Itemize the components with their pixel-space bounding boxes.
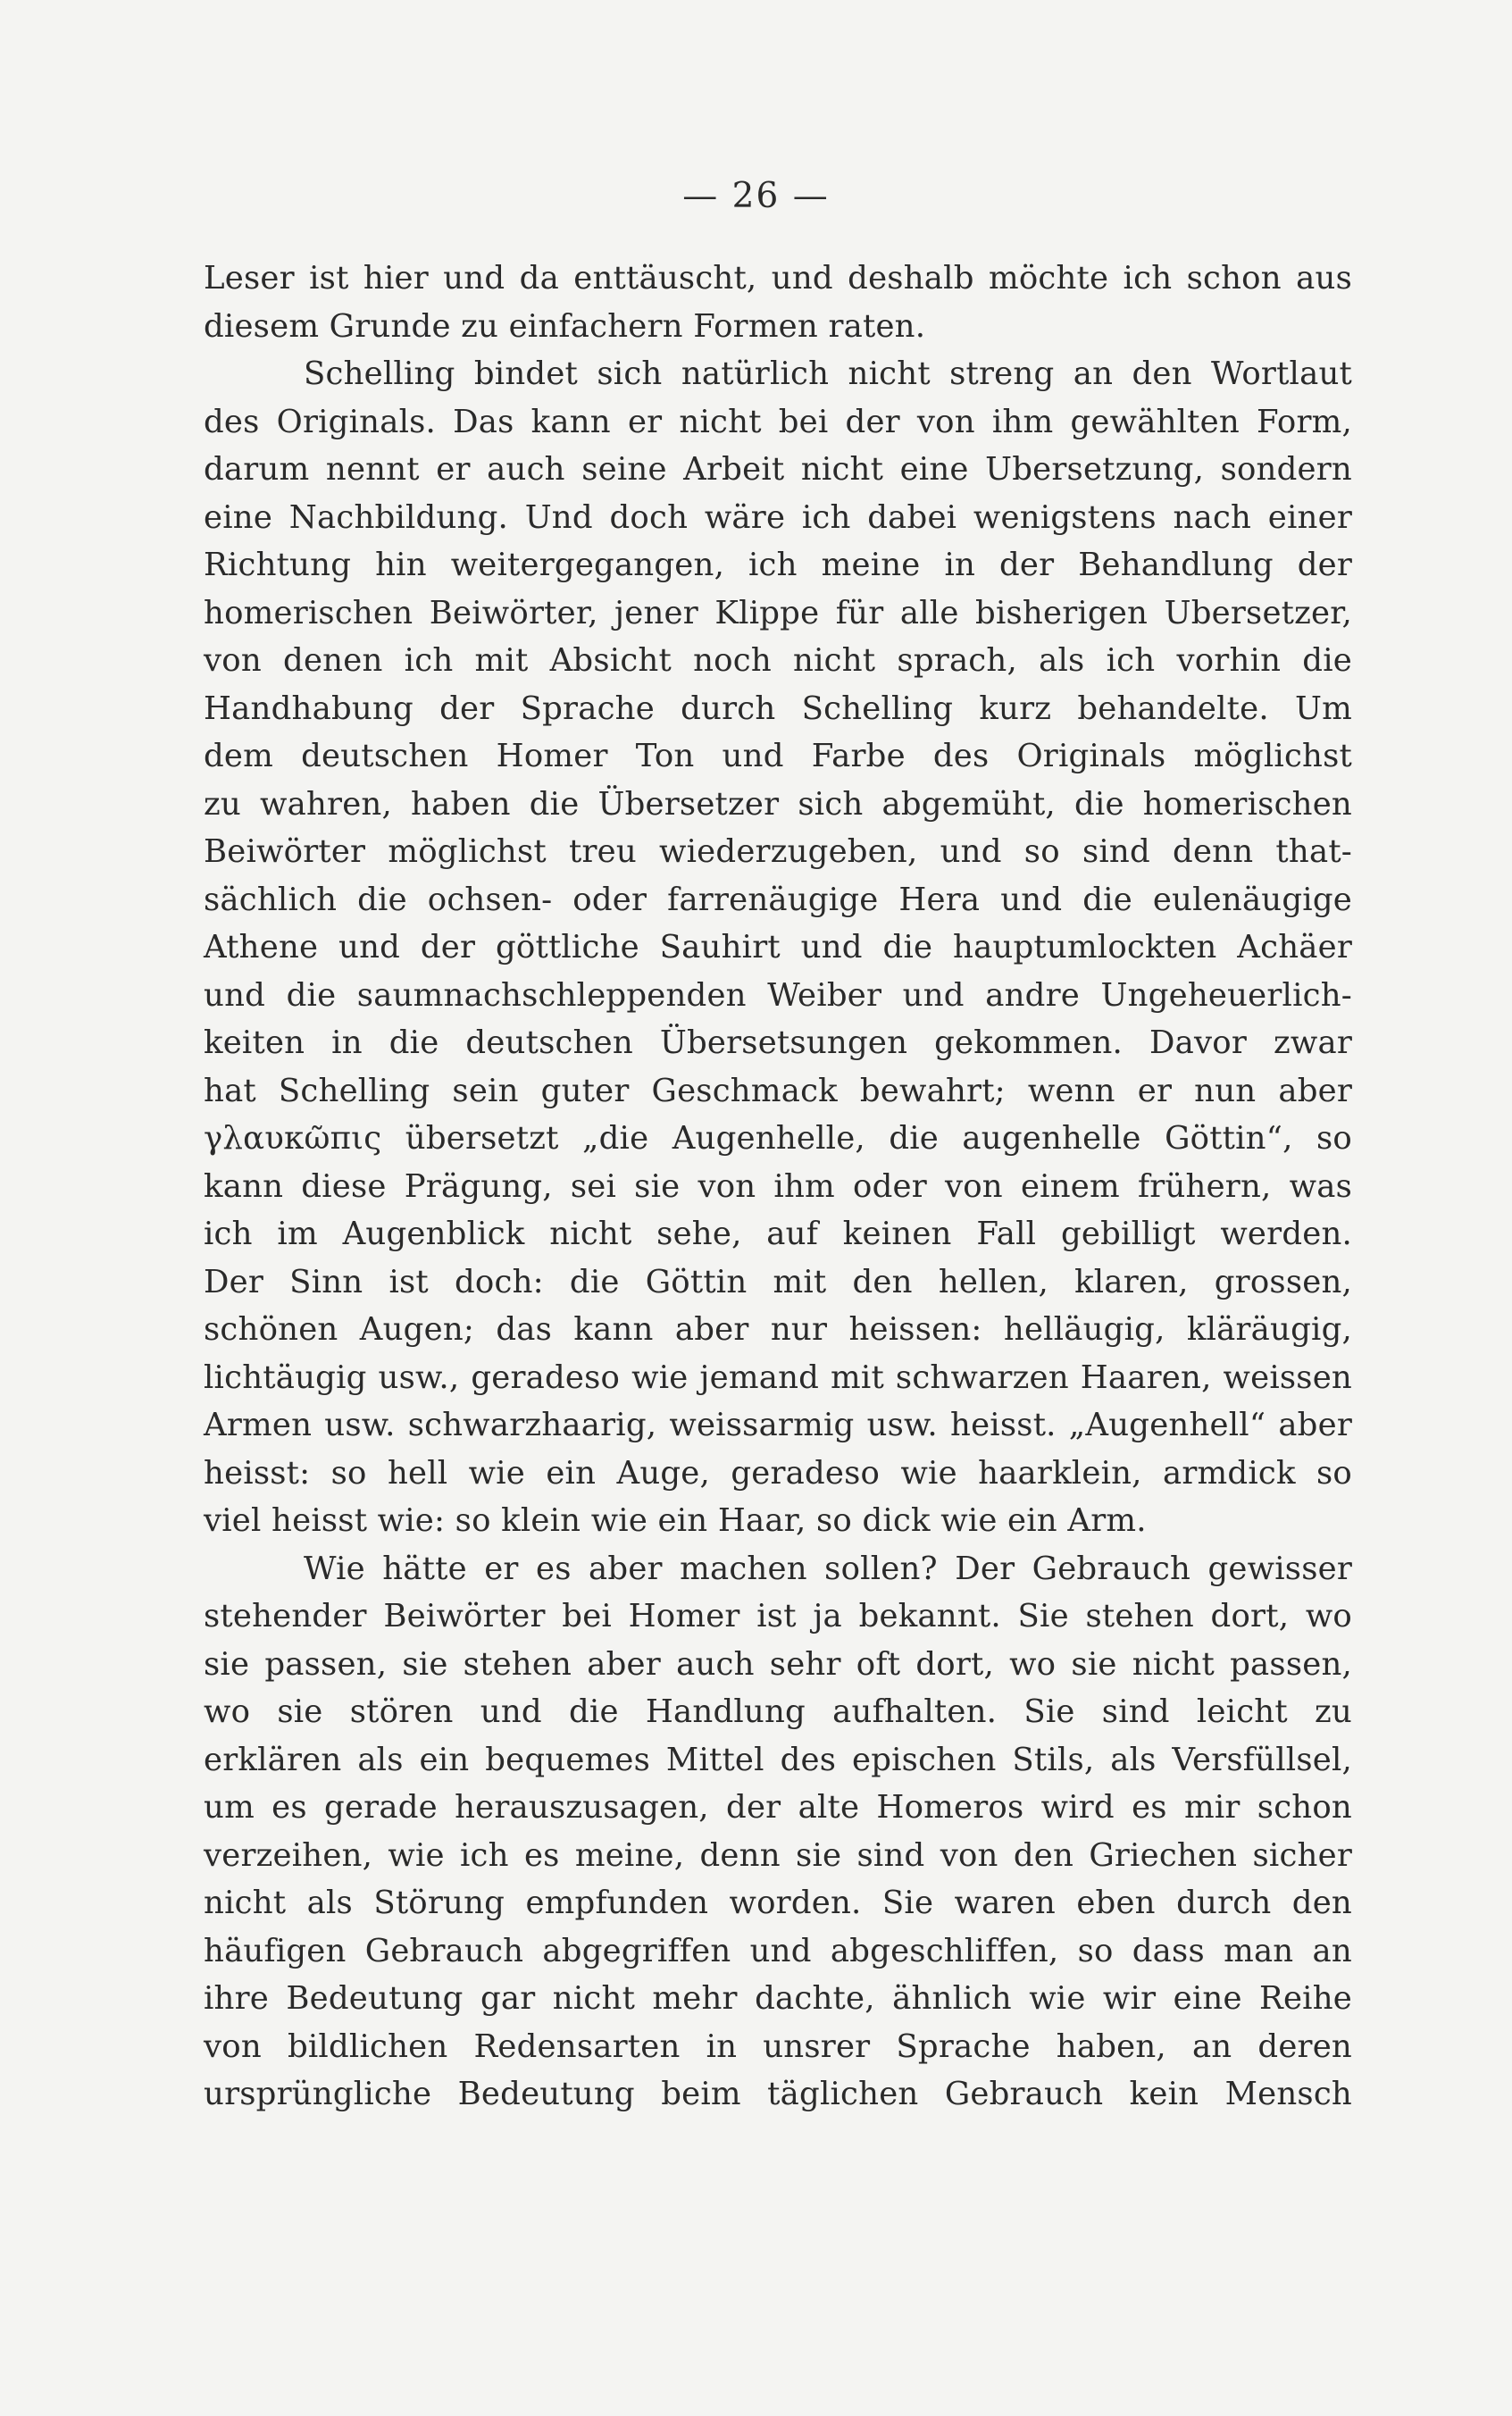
text-line: verzeihen, wie ich es meine, denn sie sind von den Griechen sicher <box>204 1836 1352 1874</box>
text-line: Handhabung der Sprache durch Schelling kurz behandelte. Um <box>204 690 1352 727</box>
text-line: ihre Bedeutung gar nicht mehr dachte, ähnlich wie wir eine Reihe <box>204 1980 1352 2017</box>
text-line: schönen Augen; das kann aber nur heissen: helläugig, kläräugig, <box>204 1311 1352 1348</box>
text-line: hat Schelling sein guter Geschmack bewahrt; wenn er nun aber <box>204 1072 1352 1109</box>
text-line: des Originals. Das kann er nicht bei der von ihm gewählten Form, <box>204 403 1352 440</box>
text-line: keiten in die deutschen Übersetsungen gekommen. Davor zwar <box>204 1024 1352 1061</box>
text-line: Athene und der göttliche Sauhirt und die hauptumlockten Achäer <box>204 929 1352 966</box>
text-line: ursprüngliche Bedeutung beim täglichen Gebrauch kein Mensch <box>204 2076 1352 2112</box>
text-line: nicht als Störung empfunden worden. Sie waren eben durch den <box>204 1885 1352 1921</box>
text-line: Armen usw. schwarzhaarig, weissarmig usw. heisst. „Augenhell“ aber <box>204 1407 1352 1443</box>
body-text <box>204 255 1352 2119</box>
text-line: diesem Grunde zu einfachern Formen raten. <box>204 307 926 345</box>
text-line: dem deutschen Homer Ton und Farbe des Originals möglichst <box>204 738 1352 774</box>
text-line: homerischen Beiwörter, jener Klippe für alle bisherigen Ubersetzer, <box>204 594 1352 631</box>
text-line: lichtäugig usw., geradeso wie jemand mit schwarzen Haaren, weissen <box>204 1358 1352 1396</box>
text-line: häufigen Gebrauch abgegriffen und abgeschliffen, so dass man an <box>204 1932 1352 1969</box>
text-line: Richtung hin weitergegangen, ich meine in der Behandlung der <box>204 547 1352 583</box>
text-line: heisst: so hell wie ein Auge, geradeso wie haarklein, armdick so <box>204 1454 1352 1492</box>
text-line: sächlich die ochsen- oder farrenäugige Hera und die eulenäugige <box>204 881 1352 918</box>
text-line: γλαυκῶπις übersetzt „die Augenhelle, die augenhelle Göttin“, so <box>204 1120 1352 1157</box>
text-line: zu wahren, haben die Übersetzer sich abgemüht, die homerischen <box>204 785 1352 823</box>
text-line: viel heisst wie: so klein wie ein Haar, so dick wie ein Arm. <box>204 1502 1147 1539</box>
text-line: stehender Beiwörter bei Homer ist ja bekannt. Sie stehen dort, wo <box>204 1598 1352 1634</box>
text-line: um es gerade herauszusagen, der alte Homeros wird es mir schon <box>204 1789 1352 1826</box>
text-line: Leser ist hier und da enttäuscht, und deshalb möchte ich schon aus <box>204 260 1352 297</box>
text-line: von bildlichen Redensarten in unsrer Sprache haben, an deren <box>204 2027 1352 2065</box>
page-number: — 26 — <box>682 176 830 216</box>
text-line: Schelling bindet sich natürlich nicht streng an den Wortlaut <box>304 355 1352 392</box>
text-line: erklären als ein bequemes Mittel des epischen Stils, als Versfüllsel, <box>204 1741 1352 1778</box>
text-line: sie passen, sie stehen aber auch sehr oft dort, wo sie nicht passen, <box>204 1645 1352 1683</box>
text-line: von denen ich mit Absicht noch nicht sprach, als ich vorhin die <box>204 642 1352 679</box>
text-line: Wie hätte er es aber machen sollen? Der Gebrauch gewisser <box>304 1550 1352 1587</box>
text-line: ich im Augenblick nicht sehe, auf keinen Fall gebilligt werden. <box>204 1216 1352 1252</box>
text-line: und die saumnachschleppenden Weiber und andre Ungeheuerlich- <box>204 976 1352 1014</box>
text-line: Beiwörter möglichst treu wiederzugeben, und so sind denn that- <box>204 833 1352 870</box>
text-line: eine Nachbildung. Und doch wäre ich dabei wenigstens nach einer <box>204 498 1352 536</box>
text-line: darum nennt er auch seine Arbeit nicht eine Ubersetzung, sondern <box>204 451 1352 488</box>
text-line: wo sie stören und die Handlung aufhalten. Sie sind leicht zu <box>204 1693 1352 1730</box>
text-line: kann diese Prägung, sei sie von ihm oder von einem frühern, was <box>204 1167 1352 1205</box>
text-line: Der Sinn ist doch: die Göttin mit den hellen, klaren, grossen, <box>204 1263 1352 1300</box>
